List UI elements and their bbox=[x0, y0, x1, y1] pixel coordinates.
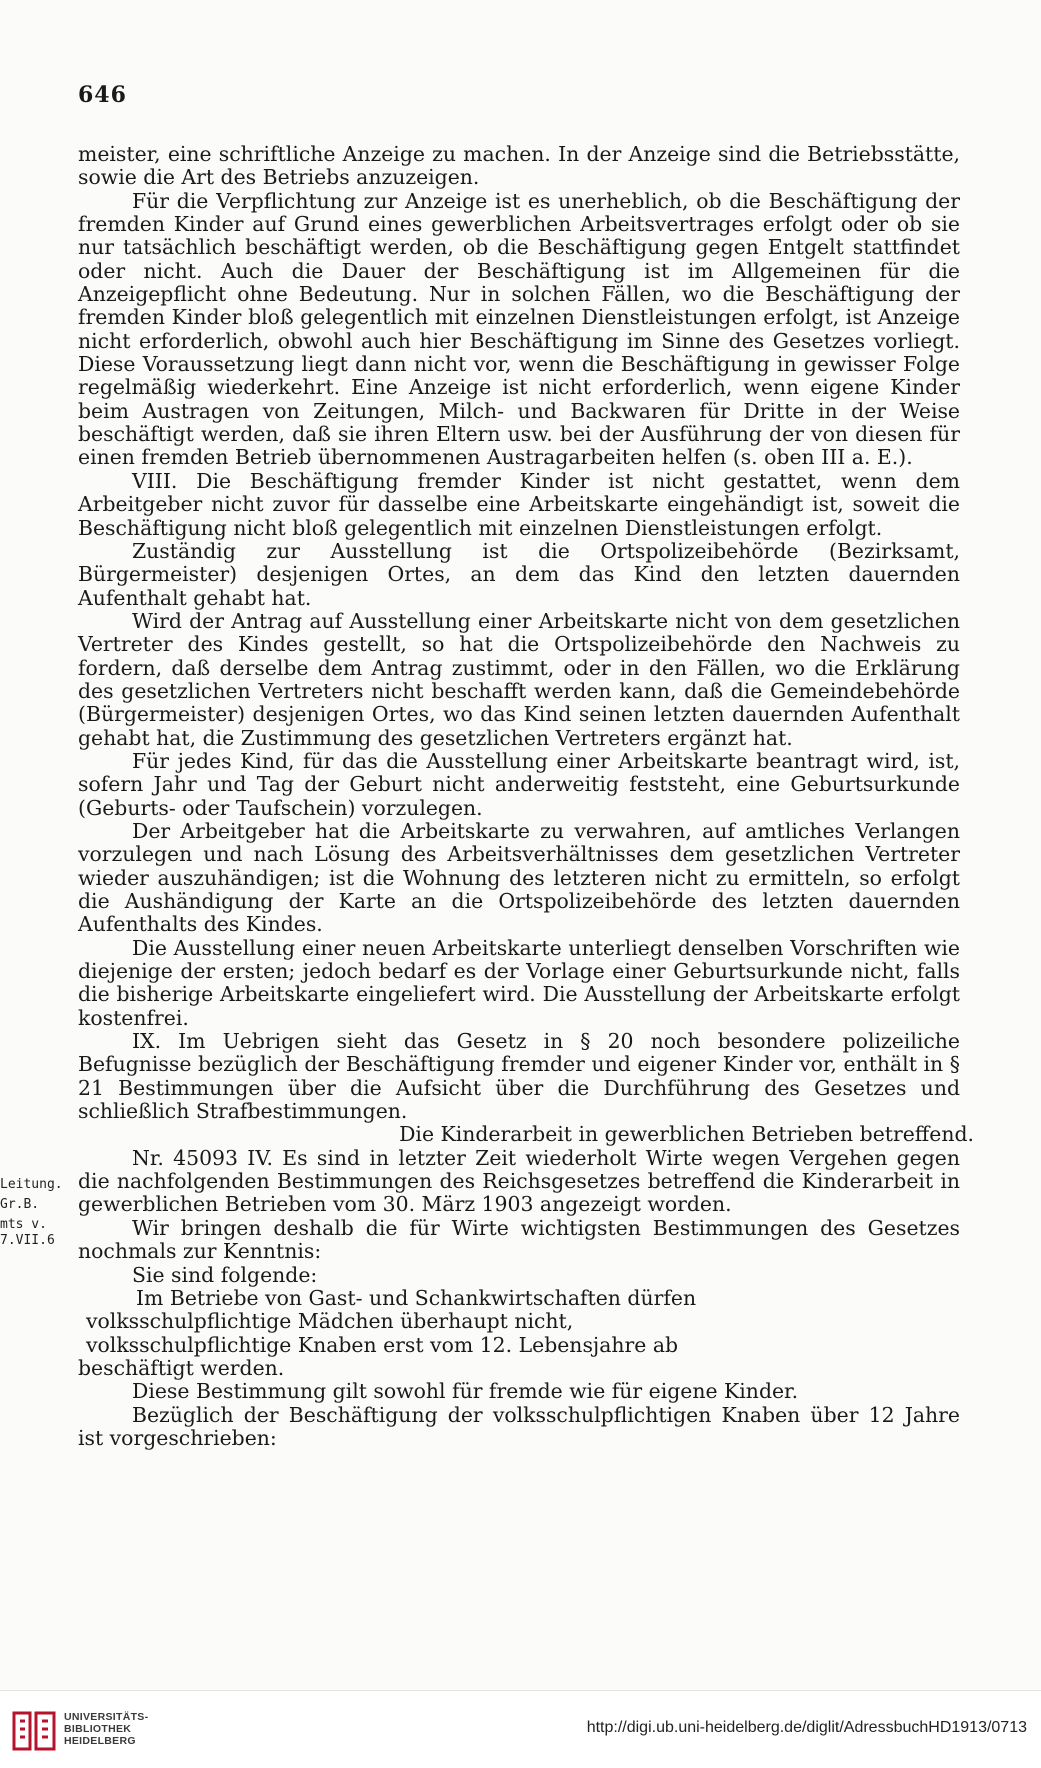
section-paragraph-2: Wir bringen deshalb die für Wirte wichtigsten Bestimmungen des Gesetzes nochmals zur Kenntnis: bbox=[78, 1215, 960, 1264]
digitization-footer bbox=[0, 1690, 1041, 1768]
rule-line-1: Im Betriebe von Gast- und Schankwirtschaften dürfen bbox=[136, 1285, 697, 1310]
library-name bbox=[64, 1711, 148, 1747]
library-name-line-3: HEIDELBERG bbox=[64, 1735, 136, 1747]
paragraph-3: VIII. Die Beschäftigung fremder Kinder ist nicht gestattet, wenn dem Arbeitgeber nicht zuvor für dasselbe eine Arbeitskarte eingehändigt ist, soweit die Beschäftigung nicht bloß gelegentlich mit einzelnen Dienstleistungen erfolgt. bbox=[78, 468, 960, 540]
source-url-link[interactable]: http://digi.ub.uni-heidelberg.de/diglit/AdressbuchHD1913/0713 bbox=[586, 1719, 1027, 1736]
library-name-line-1: UNIVERSITÄTS- bbox=[64, 1711, 149, 1723]
paragraph-9: IX. Im Uebrigen sieht das Gesetz in § 20 noch besondere polizeiliche Befugnisse bezüglich der Beschäftigung fremder und eigener Kinder vor, enthält in § 21 Bestimmungen über die Aufsicht über die Durchführung des Gesetzes und schließlich Strafbestimmungen. bbox=[78, 1029, 960, 1124]
paragraph-4: Zuständig zur Ausstellung ist die Ortspolizeibehörde (Bezirksamt, Bürgermeister) desjenigen Ortes, an dem das Kind den letzten dauernden Aufenthalt gehabt hat. bbox=[78, 538, 960, 610]
paragraph-2: Für die Verpflichtung zur Anzeige ist es unerheblich, ob die Beschäftigung der fremden Kinder auf Grund eines gewerblichen Arbeitsvertrages erfolgt oder ob sie nur tatsächlich beschäftigt werden, ob die Beschäftigung gegen Entgelt stattfindet oder nicht. Auch die Dauer der Beschäftigung ist im Allgemeinen für die Anzeigepflicht ohne Bedeutung. Nur in solchen Fällen, wo die Beschäftigung der fremden Kinder bloß gelegentlich mit einzelnen Dienstleistungen erfolgt, ist Anzeige nicht erforderlich, obwohl auch hier Beschäftigung im Sinne des Gesetzes vorliegt. Diese Voraussetzung liegt dann nicht vor, wenn die Beschäftigung in gewisser Folge regelmäßig wiederkehrt. Eine Anzeige ist nicht erforderlich, wenn eigene Kinder beim Austragen von Zeitungen, Milch- und Backwaren für Dritte in der Weise beschäftigt werden, daß sie ihren Eltern usw. bei der Ausführung der von diesen für einen fremden Betrieb übernommenen Austragarbeiten helfen (s. oben III a. E.). bbox=[78, 188, 960, 470]
margin-note-3: mts v. bbox=[0, 1217, 47, 1232]
section-paragraph-3: Sie sind folgende: bbox=[132, 1262, 318, 1287]
closing-line-2: Diese Bestimmung gilt sowohl für fremde wie für eigene Kinder. bbox=[132, 1379, 799, 1404]
library-name-line-2: BIBLIOTHEK bbox=[64, 1723, 132, 1735]
paragraph-7: Der Arbeitgeber hat die Arbeitskarte zu verwahren, auf amtliches Verlangen vorzulegen und nach Lösung des Arbeitsverhältnisses dem gesetzlichen Vertreter wieder auszuhändigen; ist die Wohnung des letzteren nicht zu ermitteln, so erfolgt die Aushändigung der Karte an die Ortspolizeibehörde des letzten dauernden Aufenthalts des Kindes. bbox=[78, 818, 960, 937]
paragraph-5: Wird der Antrag auf Ausstellung einer Arbeitskarte nicht von dem gesetzlichen Vertreter des Kindes gestellt, so hat die Ortspolizeibehörde den Nachweis zu fordern, daß derselbe dem Antrag zustimmt, oder in den Fällen, wo die Erklärung des gesetzlichen Vertreters nicht beschafft werden kann, daß die Gemeindebehörde (Bürgermeister) desjenigen Ortes, wo das Kind seinen letzten dauernden Aufenthalt gehabt hat, die Zustimmung des gesetzlichen Vertreters ergänzt hat. bbox=[78, 608, 960, 750]
page-body bbox=[78, 142, 974, 1450]
section-title: Die Kinderarbeit in gewerblichen Betrieben betreffend. bbox=[399, 1122, 974, 1147]
paragraph-1: meister, eine schriftliche Anzeige zu machen. In der Anzeige sind die Betriebsstätte, sowie die Art des Betriebs anzuzeigen. bbox=[78, 142, 960, 190]
rule-line-3: volksschulpflichtige Knaben erst vom 12. Lebensjahre ab bbox=[86, 1332, 679, 1357]
university-library-logo-icon bbox=[10, 1707, 58, 1755]
paragraph-8: Die Ausstellung einer neuen Arbeitskarte unterliegt denselben Vorschriften wie diejenige der ersten; jedoch bedarf es der Vorlage einer Geburtsurkunde nicht, falls die bisherige Arbeitskarte eingeliefert wird. Die Ausstellung der Arbeitskarte erfolgt kostenfrei. bbox=[78, 935, 960, 1030]
margin-note-2: Gr.B. bbox=[0, 1197, 40, 1212]
margin-note-1: Leitung. bbox=[0, 1177, 63, 1192]
rule-line-2: volksschulpflichtige Mädchen überhaupt nicht, bbox=[86, 1309, 574, 1334]
margin-note-4: 7.VII.6 bbox=[0, 1233, 55, 1248]
section-paragraph-1: Nr. 45093 IV. Es sind in letzter Zeit wiederholt Wirte wegen Vergehen gegen die nachfolgenden Bestimmungen des Reichsgesetzes betreffend die Kinderarbeit in gewerblichen Betrieben vom 30. März 1903 angezeigt worden. bbox=[78, 1145, 960, 1217]
paragraph-6: Für jedes Kind, für das die Ausstellung einer Arbeitskarte beantragt wird, ist, sofern Jahr und Tag der Geburt nicht anderweitig feststeht, eine Geburtsurkunde (Geburts- oder Taufschein) vorzulegen. bbox=[78, 748, 960, 820]
closing-line-1: beschäftigt werden. bbox=[78, 1355, 285, 1380]
closing-line-3: Bezüglich der Beschäftigung der volksschulpflichtigen Knaben über 12 Jahre ist vorgeschrieben: bbox=[78, 1402, 960, 1450]
page-number: 646 bbox=[78, 82, 127, 108]
